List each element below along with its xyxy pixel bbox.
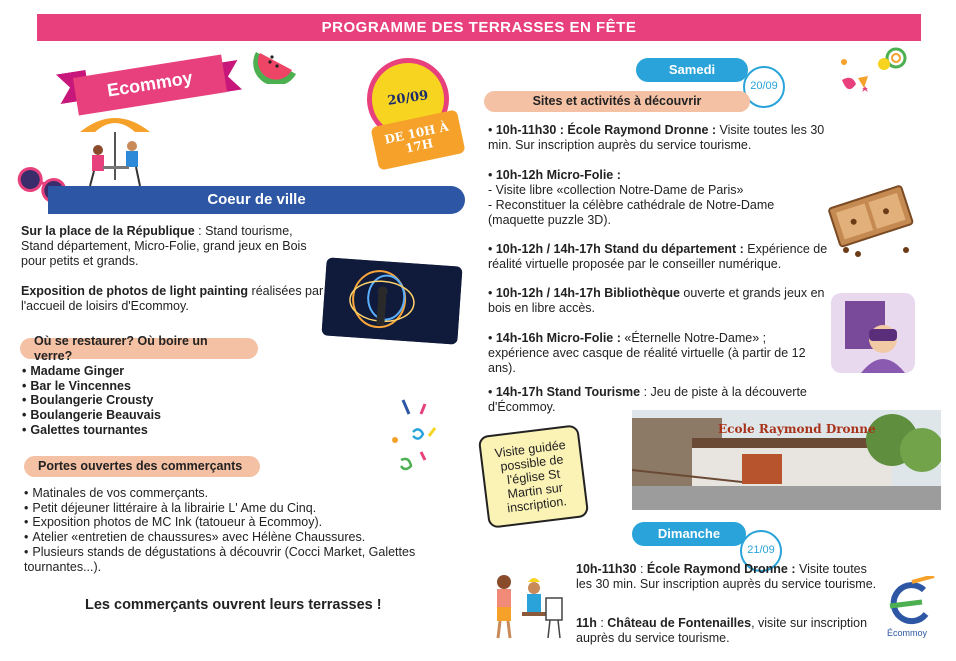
- activity-heading: 11h: [576, 616, 597, 630]
- activity-text: «Éternelle Notre-Dame» ; expérience avec casque de réalité virtuelle (à partir de 12 ans).: [488, 331, 806, 375]
- activity-stand-tourisme: • 14h-17h Stand Tourisme : Jeu de piste à la découverte d'Écommoy.: [488, 385, 807, 414]
- place-republique-text: [21, 224, 321, 269]
- list-item: • Boulangerie Crousty: [22, 393, 252, 408]
- activity-heading-place: École Raymond Dronne :: [646, 562, 796, 576]
- activity-sep: :: [596, 616, 608, 630]
- restaurer-heading: Où se restaurer? Où boire un verre?: [20, 338, 258, 359]
- logo-text: Écommoy: [886, 628, 927, 638]
- list-item: • Matinales de vos commerçants.: [24, 486, 454, 501]
- activity-text: , visite sur inscription auprès du service tourisme.: [576, 616, 868, 645]
- wooden-game-illustration: [826, 180, 918, 260]
- activity-heading-place: Château de Fontenailles: [607, 616, 752, 630]
- portes-ouvertes-heading: Portes ouvertes des commerçants: [24, 456, 260, 477]
- samedi-heading: Samedi: [636, 58, 748, 82]
- ecommoy-logo: [876, 576, 938, 642]
- list-item: • Petit déjeuner littéraire à la librairie L' Ame du Cinq.: [24, 501, 454, 516]
- activity-text: : Jeu de piste à la découverte d'Écommoy.: [488, 385, 807, 414]
- closing-slogan: Les commerçants ouvrent leurs terrasses !: [85, 597, 382, 613]
- expo-text: [21, 284, 331, 314]
- activity-sep: :: [636, 562, 647, 576]
- list-item: • Plusieurs stands de dégustations à découvrir (Cocci Market, Galettes tournantes...).: [24, 545, 454, 574]
- activity-heading: 14h-16h Micro-Folie :: [495, 331, 621, 345]
- light-painting-photo: [321, 257, 462, 344]
- activity-bibliotheque: • 10h-12h / 14h-17h Bibliothèque ouverte et grands jeux en bois en libre accès.: [488, 286, 825, 315]
- activity-heading: 10h-12h / 14h-17h Stand du département :: [495, 242, 744, 256]
- place-details: : Stand tourisme, Stand département, Micro-Folie, grand jeux en Bois pour petits et grands.: [21, 224, 307, 268]
- activity-text: Visite toutes les 30 min. Sur inscription auprès du service tourisme.: [576, 562, 877, 591]
- activity-text: ouverte et grands jeux en bois en libre accès.: [488, 286, 825, 315]
- activity-text: Expérience de réalité virtuelle proposée par le conseiller numérique.: [488, 242, 828, 271]
- samedi-date: 20/09: [743, 66, 785, 108]
- list-item: • Bar le Vincennes: [22, 379, 252, 394]
- coeur-de-ville-heading: Coeur de ville: [48, 186, 465, 214]
- dimanche-activity-chateau: [576, 616, 881, 646]
- festive-drinks-icon: [836, 44, 910, 106]
- activity-heading: 10h-12h / 14h-17h Bibliothèque: [495, 286, 680, 300]
- activity-line: - Reconstituer la célèbre cathédrale de Notre-Dame (maquette puzzle 3D).: [488, 198, 775, 227]
- activity-ecole: • 10h-11h30 : École Raymond Dronne : Visite toutes les 30 min. Sur inscription auprès du service tourisme.: [488, 123, 825, 152]
- activity-heading: 10h-11h30: [576, 562, 637, 576]
- place-heading: Sur la place de la République: [21, 224, 195, 238]
- confetti-icon: [385, 396, 445, 476]
- activity-heading: 14h-17h Stand Tourisme: [495, 385, 641, 399]
- activity-microfolie-afternoon: • 14h-16h Micro-Folie : «Éternelle Notre-Dame» ; expérience avec casque de réalité virtuelle (à partir de 12 ans).: [488, 331, 806, 375]
- list-item: • Exposition photos de MC Ink (tatoueur à Ecommoy).: [24, 515, 454, 530]
- watermelon-icon: [252, 44, 302, 84]
- sites-activites-heading: Sites et activités à découvrir: [484, 91, 750, 112]
- expo-details: réalisées par l'accueil de loisirs d'Ecommoy.: [21, 284, 324, 313]
- visite-guidee-note: Visite guidée possible de l'église St Martin sur inscription.: [478, 424, 590, 529]
- date-badge: 20/09: [362, 53, 455, 146]
- restaurants-list: [22, 364, 252, 438]
- activity-heading: 10h-11h30 : École Raymond Dronne :: [495, 123, 717, 137]
- list-item: • Atelier «entretien de chaussures» avec Hélène Chaussures.: [24, 530, 454, 545]
- list-item: • Boulangerie Beauvais: [22, 408, 252, 423]
- expo-heading: Exposition de photos de light painting: [21, 284, 249, 298]
- portes-ouvertes-list: [24, 486, 454, 574]
- school-photo: [632, 410, 941, 510]
- dimanche-activity-ecole: [576, 562, 881, 592]
- terrace-illustration: [70, 110, 160, 190]
- town-ribbon: Ecommoy: [73, 55, 227, 116]
- activity-heading: 10h-12h Micro-Folie :: [495, 168, 621, 182]
- activity-text: Visite toutes les 30 min. Sur inscription auprès du service tourisme.: [488, 123, 825, 152]
- activity-line: - Visite libre «collection Notre-Dame de Paris»: [488, 183, 744, 197]
- hours-badge: DE 10H À 17H: [370, 109, 465, 170]
- activity-departement: • 10h-12h / 14h-17h Stand du département : Expérience de réalité virtuelle proposée par le conseiller numérique.: [488, 242, 828, 271]
- vr-headset-illustration: [831, 293, 915, 373]
- list-item: • Galettes tournantes: [22, 423, 252, 438]
- list-item: • Madame Ginger: [22, 364, 252, 379]
- artists-illustration: [484, 568, 568, 640]
- school-sign: Ecole Raymond Dronne: [718, 422, 876, 436]
- activity-microfolie-morning: • 10h-12h Micro-Folie : - Visite libre «collection Notre-Dame de Paris» - Reconstituer la célèbre cathédrale de Notre-Dame (maquette puzzle 3D).: [488, 168, 775, 227]
- dimanche-heading: Dimanche: [632, 522, 746, 546]
- dimanche-date: 21/09: [740, 530, 782, 572]
- program-banner: PROGRAMME DES TERRASSES EN FÊTE: [37, 14, 921, 41]
